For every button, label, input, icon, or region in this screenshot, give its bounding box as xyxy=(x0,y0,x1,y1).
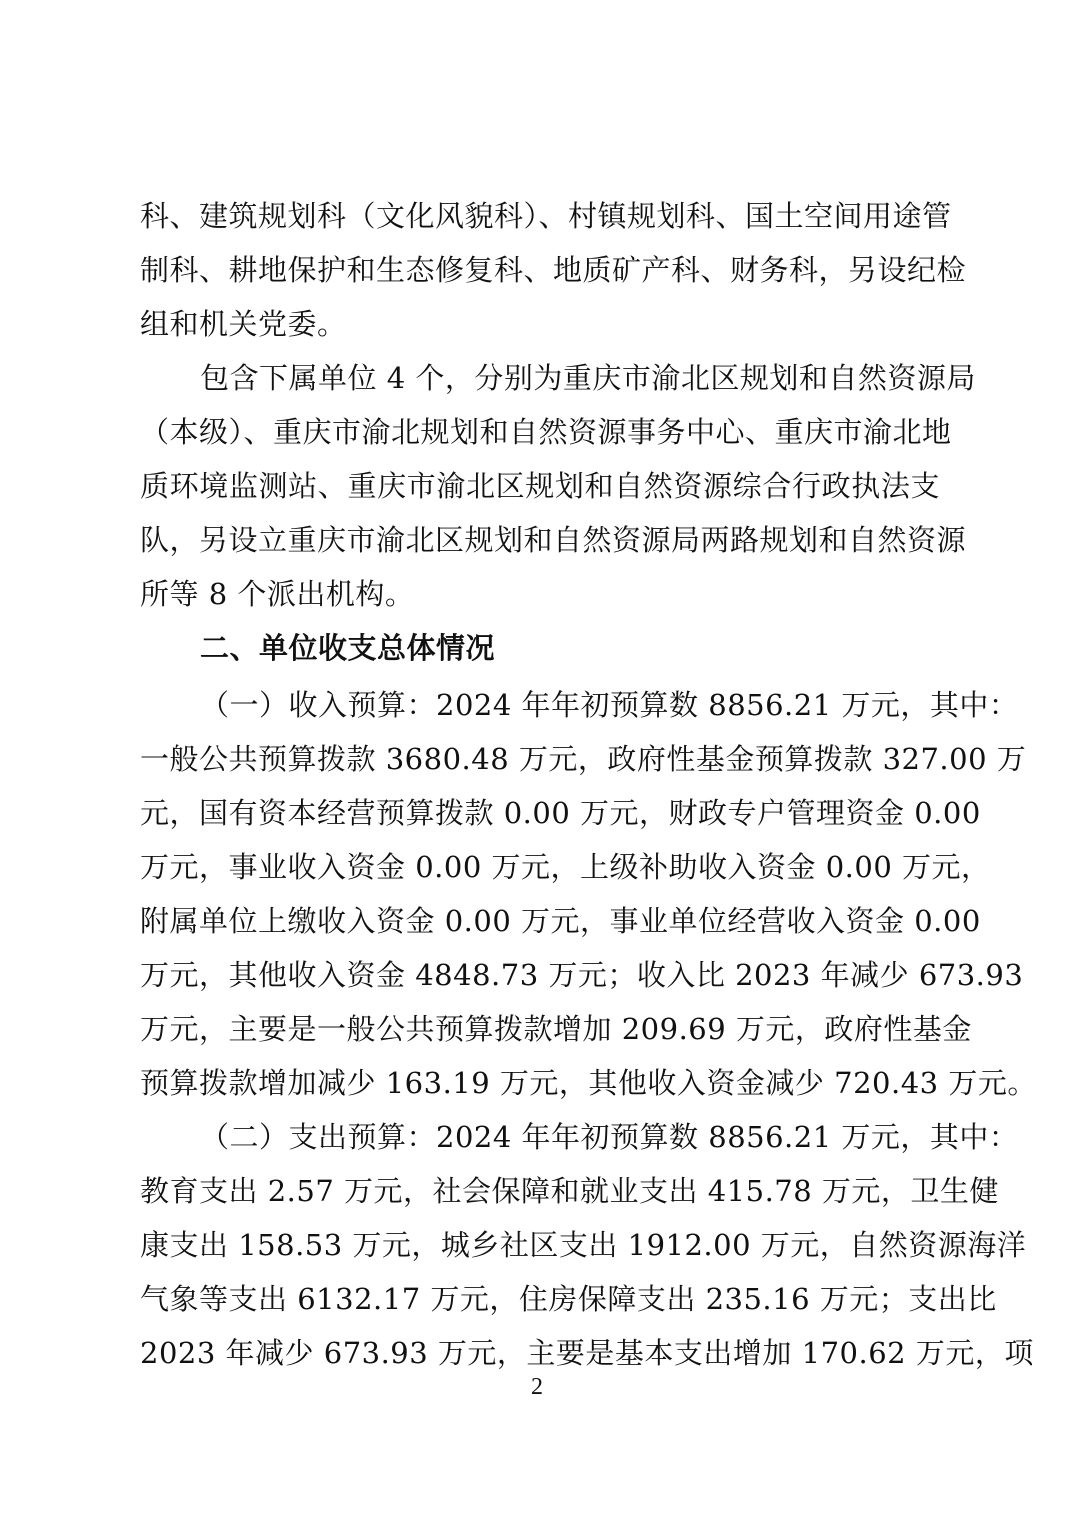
text-line: 质环境监测站、重庆市渝北区规划和自然资源综合行政执法支 xyxy=(140,469,940,503)
text-line: 队，另设立重庆市渝北区规划和自然资源局两路规划和自然资源 xyxy=(140,523,967,557)
text-line: 2023 年减少 673.93 万元，主要是基本支出增加 170.62 万元，项 xyxy=(140,1336,1034,1370)
text-line: 一般公共预算拨款 3680.48 万元，政府性基金预算拨款 327.00 万 xyxy=(140,742,1027,776)
text-line: 包含下属单位 4 个，分别为重庆市渝北区规划和自然资源局 xyxy=(200,361,976,395)
text-line: 科、建筑规划科（文化风貌科）、村镇规划科、国土空间用途管 xyxy=(140,199,952,233)
section-heading: 二、单位收支总体情况 xyxy=(200,631,496,665)
text-line: 组和机关党委。 xyxy=(140,307,347,341)
text-line: 制科、耕地保护和生态修复科、地质矿产科、财务科，另设纪检 xyxy=(140,253,967,287)
text-line: 所等 8 个派出机构。 xyxy=(140,577,415,611)
text-line: 气象等支出 6132.17 万元，住房保障支出 235.16 万元；支出比 xyxy=(140,1282,997,1316)
text-line: 万元，其他收入资金 4848.73 万元；收入比 2023 年减少 673.93 xyxy=(140,958,1024,992)
text-line: 万元，事业收入资金 0.00 万元，上级补助收入资金 0.00 万元， xyxy=(140,850,991,884)
text-line: （本级）、重庆市渝北规划和自然资源事务中心、重庆市渝北地 xyxy=(140,415,952,449)
text-line: 附属单位上缴收入资金 0.00 万元，事业单位经营收入资金 0.00 xyxy=(140,904,981,938)
text-line: （二）支出预算：2024 年年初预算数 8856.21 万元，其中： xyxy=(200,1120,1019,1154)
text-line: 预算拨款增加减少 163.19 万元，其他收入资金减少 720.43 万元。 xyxy=(140,1066,1037,1100)
text-line: 元，国有资本经营预算拨款 0.00 万元，财政专户管理资金 0.00 xyxy=(140,796,981,830)
text-line: 万元，主要是一般公共预算拨款增加 209.69 万元，政府性基金 xyxy=(140,1012,972,1046)
text-line: 教育支出 2.57 万元，社会保障和就业支出 415.78 万元，卫生健 xyxy=(140,1174,999,1208)
text-line: 康支出 158.53 万元，城乡社区支出 1912.00 万元，自然资源海洋 xyxy=(140,1228,1027,1262)
page-number: 2 xyxy=(531,1374,543,1400)
text-line: （一）收入预算：2024 年年初预算数 8856.21 万元，其中： xyxy=(200,688,1019,722)
